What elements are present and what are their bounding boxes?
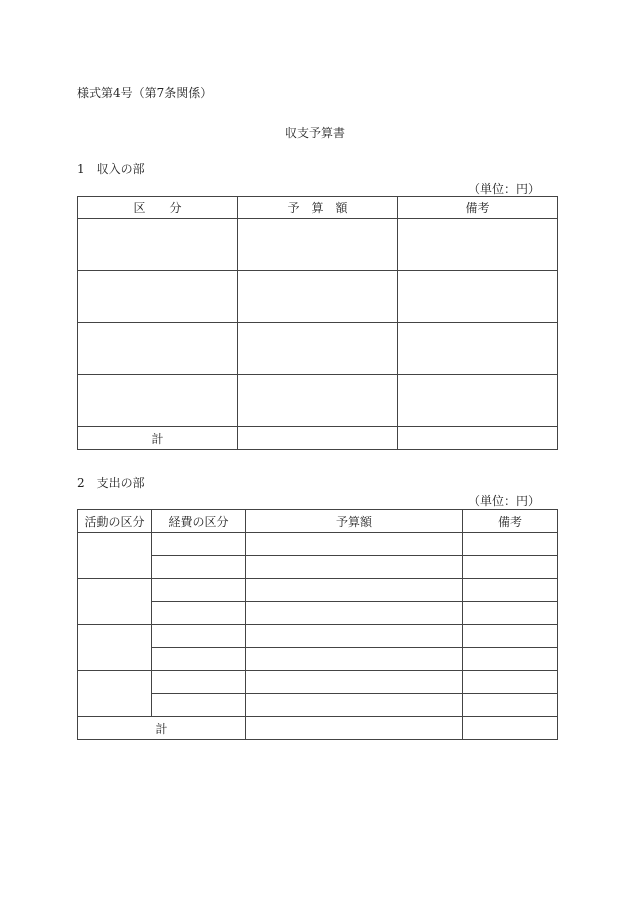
table-row <box>78 533 558 556</box>
expense-unit-label: （単位：円） <box>467 494 540 508</box>
income-cell[interactable] <box>78 271 238 323</box>
form-label: 様式第4号（第7条関係） <box>77 86 213 100</box>
expense-cell[interactable] <box>463 556 558 579</box>
income-cell[interactable] <box>78 323 238 375</box>
income-total-cell[interactable] <box>398 427 558 450</box>
expense-cell[interactable] <box>152 625 246 648</box>
activity-cell[interactable] <box>78 579 152 625</box>
income-total-label: 計 <box>78 427 238 450</box>
income-total-row <box>78 427 558 450</box>
expense-cell[interactable] <box>152 533 246 556</box>
expense-total-row <box>78 717 558 740</box>
activity-cell[interactable] <box>78 625 152 671</box>
expense-cell[interactable] <box>246 648 463 671</box>
expense-header-expense-type: 経費の区分 <box>152 510 246 533</box>
income-total-cell[interactable] <box>238 427 398 450</box>
expense-section-heading: 2 支出の部 <box>77 476 145 490</box>
table-row <box>78 219 558 271</box>
expense-cell[interactable] <box>463 533 558 556</box>
table-row <box>78 375 558 427</box>
document-title: 収支予算書 <box>284 126 345 140</box>
income-cell[interactable] <box>238 323 398 375</box>
income-cell[interactable] <box>398 375 558 427</box>
expense-cell[interactable] <box>463 671 558 694</box>
expense-cell[interactable] <box>246 671 463 694</box>
expense-cell[interactable] <box>246 625 463 648</box>
expense-cell[interactable] <box>246 533 463 556</box>
expense-header-remarks: 備考 <box>463 510 558 533</box>
income-header-remarks: 備考 <box>398 197 558 219</box>
expense-cell[interactable] <box>152 556 246 579</box>
expense-table <box>77 509 558 740</box>
expense-cell[interactable] <box>152 579 246 602</box>
table-row <box>78 323 558 375</box>
income-cell[interactable] <box>398 323 558 375</box>
expense-cell[interactable] <box>463 625 558 648</box>
income-cell[interactable] <box>78 219 238 271</box>
expense-total-label: 計 <box>78 717 246 740</box>
table-row <box>78 579 558 602</box>
income-cell[interactable] <box>238 271 398 323</box>
income-cell[interactable] <box>78 375 238 427</box>
income-section-heading: 1 収入の部 <box>77 162 145 176</box>
expense-header-activity: 活動の区分 <box>78 510 152 533</box>
table-row <box>78 625 558 648</box>
activity-cell[interactable] <box>78 671 152 717</box>
income-cell[interactable] <box>238 219 398 271</box>
expense-cell[interactable] <box>463 694 558 717</box>
expense-cell[interactable] <box>463 648 558 671</box>
expense-cell[interactable] <box>463 602 558 625</box>
expense-cell[interactable] <box>246 579 463 602</box>
income-unit-label: （単位：円） <box>467 182 540 196</box>
income-cell[interactable] <box>398 219 558 271</box>
expense-total-cell[interactable] <box>246 717 463 740</box>
expense-cell[interactable] <box>246 556 463 579</box>
expense-cell[interactable] <box>152 671 246 694</box>
income-table <box>77 196 558 450</box>
expense-cell[interactable] <box>152 602 246 625</box>
expense-cell[interactable] <box>152 648 246 671</box>
income-cell[interactable] <box>398 271 558 323</box>
expense-cell[interactable] <box>152 694 246 717</box>
activity-cell[interactable] <box>78 533 152 579</box>
expense-cell[interactable] <box>246 694 463 717</box>
expense-total-cell[interactable] <box>463 717 558 740</box>
income-header-category: 区 分 <box>78 197 238 219</box>
expense-cell[interactable] <box>246 602 463 625</box>
income-header-budget: 予 算 額 <box>238 197 398 219</box>
table-row <box>78 271 558 323</box>
expense-header-budget: 予算額 <box>246 510 463 533</box>
expense-cell[interactable] <box>463 579 558 602</box>
table-row <box>78 671 558 694</box>
income-cell[interactable] <box>238 375 398 427</box>
